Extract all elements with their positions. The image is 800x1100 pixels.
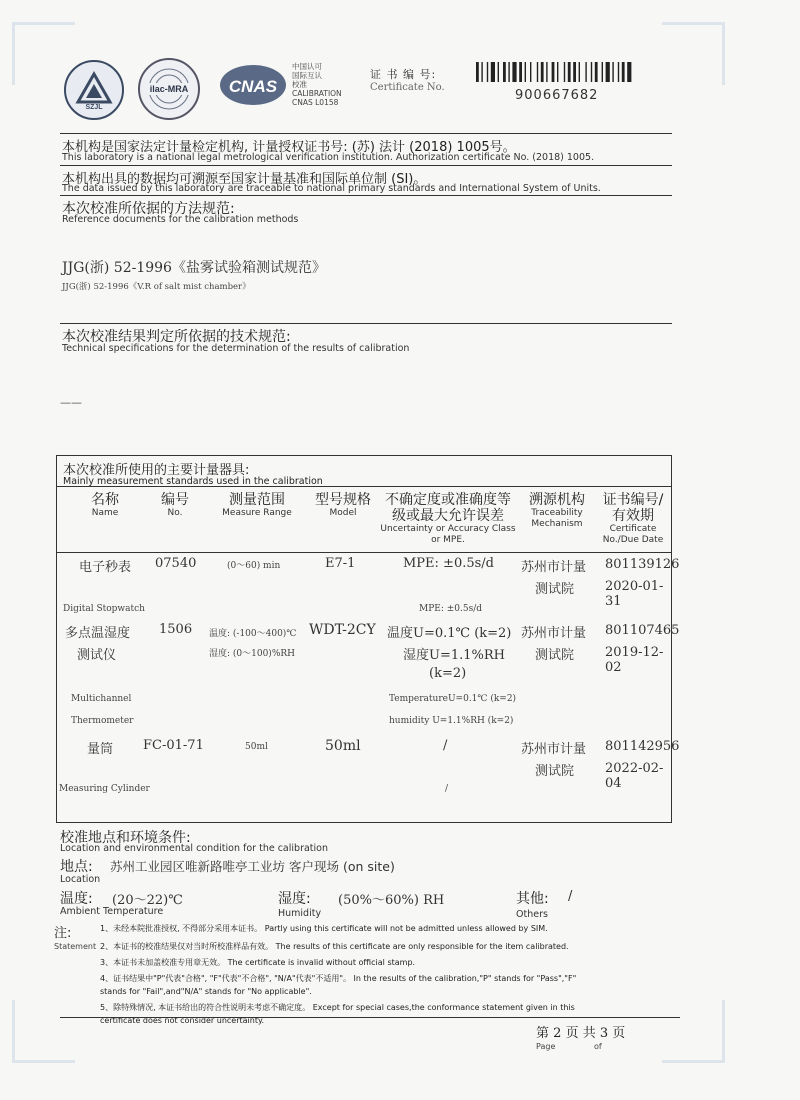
- barcode-bar: [498, 62, 499, 82]
- barcode-bar: [622, 62, 625, 82]
- header-no: [145, 492, 205, 519]
- note-2-en: The results of this certificate are only responsible for the item calibrated.: [275, 942, 569, 951]
- divider-4: [60, 323, 672, 324]
- barcode-bar: [537, 62, 538, 82]
- logo-szjl: [64, 60, 124, 120]
- reference-docs-title-zh: 本次校准所依据的方法规范:: [62, 201, 235, 217]
- page-number-en-2: of: [594, 1042, 602, 1051]
- reference-method-en: JJG(浙) 52-1996《V.R of salt mist chamber》: [62, 282, 251, 292]
- tech-spec-value: ——: [60, 396, 82, 409]
- environment-title-zh: 校准地点和环境条件:: [60, 830, 191, 846]
- row3-range: 50ml: [245, 742, 268, 752]
- certificate-label-zh: 证 书 编 号:: [370, 68, 437, 81]
- reference-method-zh: JJG(浙) 52-1996《盐雾试验箱测试规范》: [62, 260, 326, 276]
- cnas-mark-icon: [218, 62, 288, 108]
- barcode-bar: [481, 62, 482, 82]
- barcode-bar: [612, 62, 613, 82]
- note-3-zh: 3、本证书未加盖校准专用章无效。: [100, 958, 226, 967]
- environment-title-en: Location and environmental condition for the calibration: [60, 843, 328, 854]
- barcode-bar: [530, 62, 531, 82]
- row2-name-en-1: Multichannel: [71, 694, 132, 704]
- location-label-en: Location: [60, 874, 101, 885]
- location-value: 苏州工业园区唯新路唯亭工业坊 客户现场 (on site): [110, 859, 395, 874]
- barcode-bar: [557, 62, 558, 82]
- row1-cert-no: 801139126: [605, 557, 680, 572]
- header-uncertainty-zh-1: 不确定度或准确度等: [385, 492, 511, 508]
- equipment-caption-zh: 本次校准所使用的主要计量器具:: [63, 463, 250, 478]
- row3-due-date: 2022-02-04: [605, 761, 664, 791]
- others-label-en: Others: [516, 909, 548, 920]
- row1-name-en: Digital Stopwatch: [63, 604, 145, 614]
- row3-no: FC-01-71: [143, 738, 204, 753]
- header-name: [65, 492, 145, 519]
- frame-corner-bottom-right: [662, 1000, 725, 1063]
- equipment-caption-en: Mainly measurement standards used in the calibration: [63, 476, 323, 487]
- note-3-en: The certificate is invalid without official stamp.: [227, 958, 416, 967]
- cnas-caption-zh-1: 中国认可: [292, 62, 322, 71]
- note-4: [100, 972, 660, 985]
- note-1-en: Partly using this certificate will not be admitted unless allowed by SIM.: [264, 924, 548, 933]
- divider-2: [60, 165, 672, 166]
- szjl-seal-icon: [74, 70, 114, 110]
- others-value: /: [568, 889, 573, 904]
- row2-name-zh-2: 测试仪: [77, 648, 117, 663]
- header-certificate-en-2: No./Due Date: [602, 535, 664, 545]
- row2-uncertainty-3: (k=2): [429, 666, 467, 681]
- svg-text:CNAS: CNAS: [228, 77, 278, 96]
- row1-range: (0～60) min: [227, 561, 281, 571]
- logo-ilac-mra: [138, 58, 200, 120]
- header-certificate-zh-2: 有效期: [612, 508, 654, 524]
- statement-traceability-zh: 本机构出具的数据均可溯源至国家计量基准和国际单位制 (SI)。: [62, 172, 427, 187]
- frame-corner-top-right: [662, 22, 725, 85]
- barcode-bar: [525, 62, 526, 82]
- barcode-bar: [541, 62, 544, 82]
- header-model: [309, 492, 377, 519]
- barcode-bar: [573, 62, 576, 82]
- barcode-bar: [627, 62, 631, 82]
- barcode-icon: [476, 62, 666, 82]
- notes-label-en: Statement: [54, 942, 97, 951]
- note-4-en-1: In the results of the calibration,"P" stands for "Pass","F": [353, 974, 577, 983]
- barcode-bar: [618, 62, 619, 82]
- others-label-zh: 其他:: [516, 891, 549, 907]
- row1-name-zh: 电子秒表: [79, 560, 132, 575]
- row3-name-en: Measuring Cylinder: [59, 784, 150, 794]
- row1-traceability-2: 测试院: [535, 582, 575, 597]
- row2-range-1: 温度: (-100～400)℃: [209, 629, 297, 639]
- cnas-caption-zh-2: 国际互认: [292, 71, 322, 80]
- certificate-label: [370, 66, 445, 93]
- barcode-bar: [564, 62, 565, 82]
- barcode-bar: [487, 62, 488, 82]
- barcode-bar: [491, 62, 495, 82]
- header-no-en: No.: [167, 508, 183, 518]
- certificate-label-en: Certificate No.: [370, 82, 445, 93]
- header-model-en: Model: [329, 508, 357, 518]
- note-5-zh: 5、除特殊情况, 本证书给出的符合性说明未考虑不确定度。: [100, 1003, 311, 1012]
- barcode-bar: [602, 62, 603, 82]
- header-traceability-en-2: Mechanism: [531, 519, 583, 529]
- cnas-caption-en-2: CNAS L0158: [292, 98, 339, 107]
- row3-model: 50ml: [325, 738, 361, 754]
- divider-3: [60, 195, 672, 196]
- header-uncertainty-zh-2: 级或最大允许误差: [392, 508, 504, 524]
- barcode-bar: [519, 62, 522, 82]
- header-certificate: [595, 492, 671, 546]
- page-zh-2: 页 共: [565, 1026, 596, 1041]
- row2-uncertainty-1: 温度U=0.1℃ (k=2): [387, 626, 512, 641]
- temperature-value: (20～22)℃: [112, 893, 183, 908]
- note-5-en-1: Except for special cases,the conformance statement given in this: [312, 1003, 575, 1012]
- footer-divider: [60, 1017, 680, 1018]
- location-label-zh: 地点:: [60, 859, 93, 875]
- row3-name-zh: 量筒: [87, 742, 114, 757]
- row2-name-zh-1: 多点温湿度: [65, 626, 131, 641]
- svg-text:ilac-MRA: ilac-MRA: [149, 84, 189, 94]
- cnas-caption-en-1: CALIBRATION: [292, 89, 342, 98]
- humidity-label-en: Humidity: [278, 908, 322, 919]
- note-1: [100, 922, 660, 935]
- humidity-value: (50%～60%) RH: [338, 893, 445, 908]
- notes-label-zh: 注:: [54, 926, 72, 941]
- row1-uncertainty-en: MPE: ±0.5s/d: [419, 604, 482, 614]
- row3-uncertainty: /: [443, 738, 448, 753]
- header-no-zh: 编号: [161, 492, 189, 508]
- note-2: [100, 940, 660, 953]
- page-number-zh: [536, 1022, 625, 1041]
- page-total: 3: [599, 1026, 609, 1041]
- page-number-en-1: Page: [536, 1042, 556, 1051]
- header-certificate-zh-1: 证书编号/: [602, 492, 664, 508]
- row2-name-en-2: Thermometer: [71, 716, 134, 726]
- header-range-zh: 测量范围: [229, 492, 285, 508]
- barcode-bar: [606, 62, 610, 82]
- barcode-bar: [552, 62, 555, 82]
- barcode-bar: [595, 62, 598, 82]
- row3-traceability-2: 测试院: [535, 764, 575, 779]
- row1-traceability-1: 苏州市计量: [521, 560, 587, 575]
- page-current: 2: [553, 1026, 562, 1041]
- svg-text:SZJL: SZJL: [85, 104, 103, 110]
- note-1-zh: 1、未经本院批准授权, 不得部分采用本证书。: [100, 924, 263, 933]
- row1-model: E7-1: [325, 556, 356, 571]
- row2-uncertainty-en-2: humidity U=1.1%RH (k=2): [389, 716, 514, 726]
- row2-uncertainty-en-1: TemperatureU=0.1℃ (k=2): [389, 694, 517, 704]
- logo-cnas: [218, 62, 288, 112]
- barcode: [476, 62, 666, 86]
- note-2-zh: 2、本证书的校准结果仅对当时所校准样品有效。: [100, 942, 274, 951]
- note-3: [100, 956, 660, 969]
- row2-range-2: 湿度: (0～100)%RH: [209, 649, 295, 659]
- table-header-divider: [57, 552, 671, 553]
- header-certificate-en-1: Certificate: [609, 524, 657, 534]
- notes-list: [100, 922, 660, 1027]
- row2-traceability-2: 测试院: [535, 648, 575, 663]
- page-zh-3: 页: [612, 1026, 626, 1041]
- note-5: [100, 1001, 660, 1014]
- header-uncertainty: [377, 492, 519, 546]
- row3-uncertainty-en: /: [445, 784, 449, 794]
- page-zh-1: 第: [536, 1026, 550, 1041]
- statement-authority-en: This laboratory is a national legal metrological verification institution. Authorization certificate No. (2018) 1005.: [62, 152, 595, 163]
- table-caption-divider: [57, 486, 671, 487]
- row2-no: 1506: [159, 622, 193, 637]
- divider-1: [60, 133, 672, 134]
- cnas-caption-zh-3: 校准: [292, 80, 307, 89]
- header-uncertainty-en-2: or MPE.: [431, 535, 465, 545]
- barcode-bar: [591, 62, 592, 82]
- barcode-bar: [546, 62, 547, 82]
- barcode-bar: [585, 62, 586, 82]
- row1-uncertainty: MPE: ±0.5s/d: [403, 556, 494, 571]
- row3-traceability-1: 苏州市计量: [521, 742, 587, 757]
- barcode-bar: [512, 62, 516, 82]
- temperature-label-zh: 温度:: [60, 891, 93, 907]
- header-model-zh: 型号规格: [315, 492, 371, 508]
- row2-due-date: 2019-12-02: [605, 645, 664, 675]
- certificate-number: 900667682: [515, 88, 599, 103]
- tech-spec-title-en: Technical specifications for the determination of the results of calibration: [62, 343, 410, 354]
- header-traceability-zh: 溯源机构: [529, 492, 585, 508]
- statement-traceability-en: The data issued by this laboratory are traceable to national primary standards and International System of Units.: [62, 183, 601, 194]
- tech-spec-title-zh: 本次校准结果判定所依据的技术规范:: [62, 329, 291, 345]
- temperature-label-en: Ambient Temperature: [60, 906, 164, 917]
- header-name-zh: 名称: [91, 492, 119, 508]
- row2-model: WDT-2CY: [309, 622, 376, 638]
- header-uncertainty-en-1: Uncertainty or Accuracy Class: [380, 524, 516, 534]
- barcode-bar: [503, 62, 506, 82]
- row1-due-date: 2020-01-31: [605, 579, 664, 609]
- note-5-cont: certificate does not consider uncertainty.: [100, 1016, 265, 1025]
- header-range: [205, 492, 309, 519]
- barcode-bar: [579, 62, 580, 82]
- header-traceability: [519, 492, 595, 530]
- barcode-bar: [568, 62, 571, 82]
- barcode-bar: [476, 62, 479, 82]
- ilac-mra-icon: [141, 61, 197, 117]
- row3-cert-no: 801142956: [605, 739, 680, 754]
- row2-traceability-1: 苏州市计量: [521, 626, 587, 641]
- note-4-cont: stands for "Fail",and"N/A" stands for "No applicable".: [100, 987, 312, 996]
- cnas-caption: [292, 62, 342, 107]
- equipment-table: [56, 455, 680, 823]
- header-name-en: Name: [91, 508, 119, 518]
- barcode-bar: [508, 62, 509, 82]
- row1-no: 07540: [155, 556, 197, 571]
- reference-docs-title-en: Reference documents for the calibration methods: [62, 214, 299, 225]
- note-4-zh: 4、证书结果中"P"代表"合格", "F"代表"不合格", "N/A"代表"不适用"。: [100, 974, 351, 983]
- frame-corner-bottom-left: [12, 1000, 75, 1063]
- header-range-en: Measure Range: [222, 508, 292, 518]
- humidity-label-zh: 湿度:: [278, 891, 311, 907]
- header-traceability-en-1: Traceability: [531, 508, 583, 518]
- row2-uncertainty-2: 湿度U=1.1%RH: [403, 648, 506, 663]
- row2-cert-no: 801107465: [605, 623, 680, 638]
- statement-authority-zh: 本机构是国家法定计量检定机构, 计量授权证书号: (苏) 法计 (2018) 1005号。: [62, 140, 516, 155]
